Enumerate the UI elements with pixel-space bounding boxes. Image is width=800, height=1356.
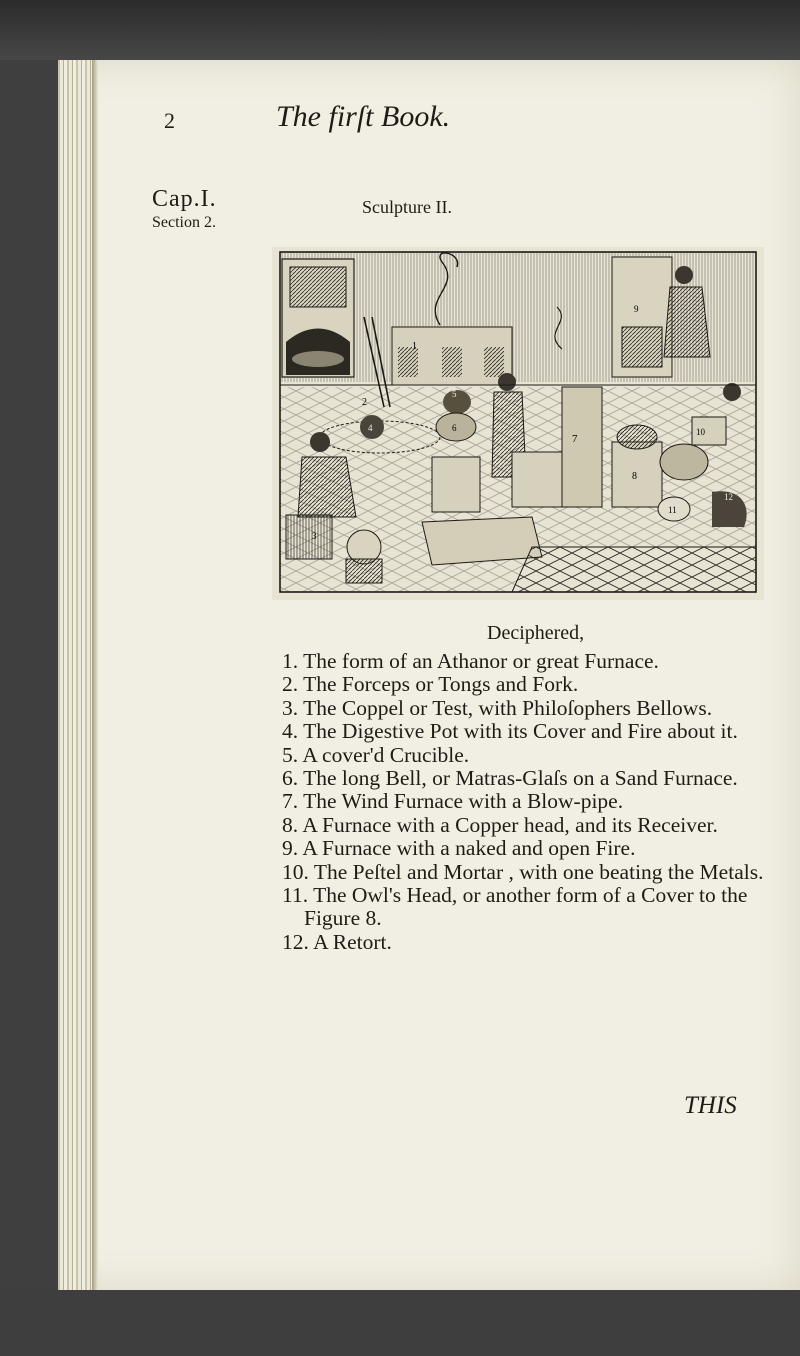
plate-number-8: 8 xyxy=(632,471,637,482)
legend-list xyxy=(282,650,772,954)
legend-item: 10. The Peſtel and Mortar , with one beating the Metals. xyxy=(282,859,764,884)
legend-item: 12. A Retort. xyxy=(282,929,392,954)
running-head: The firſt Book. xyxy=(276,100,451,133)
plate-caption: Sculpture II. xyxy=(362,197,452,217)
legend-item: 6. The long Bell, or Matras-Glaſs on a Sand Furnace. xyxy=(282,766,738,791)
legend-item: 11. The Owl's Head, or another form of a Cover to the Figure 8. xyxy=(282,883,748,931)
plate-number-12: 12 xyxy=(724,492,733,502)
legend-heading: Deciphered, xyxy=(487,622,585,644)
legend-item: 1. The form of an Athanor or great Furnace. xyxy=(282,649,659,673)
section-marker: Section 2. xyxy=(152,214,216,231)
plate-number-4: 4 xyxy=(368,423,373,433)
page-binding-edge xyxy=(58,60,92,1290)
legend-item: 9. A Furnace with a naked and open Fire. xyxy=(282,836,636,861)
plate-number-6: 6 xyxy=(452,423,457,433)
legend-item: 3. The Coppel or Test, with Philoſophers Bellows. xyxy=(282,695,713,720)
catchword: THIS xyxy=(684,1092,737,1119)
plate-number-5: 5 xyxy=(452,389,457,399)
legend-item: 2. The Forceps or Tongs and Fork. xyxy=(282,672,579,697)
scan-backdrop-bottom xyxy=(0,1290,800,1356)
engraved-plate xyxy=(272,247,764,600)
scan-backdrop xyxy=(0,0,800,60)
plate-number-3: 3 xyxy=(312,531,317,541)
plate-number-2: 2 xyxy=(362,397,367,408)
plate-number-10: 10 xyxy=(696,427,705,437)
plate-number-7: 7 xyxy=(572,433,578,445)
plate-number-11: 11 xyxy=(668,505,677,515)
legend-item: 5. A cover'd Crucible. xyxy=(282,742,470,767)
page-gutter-shadow xyxy=(92,60,98,1290)
chapter-marker: Cap.I. xyxy=(152,186,217,212)
page-number: 2 xyxy=(164,108,175,133)
plate-number-1: 1 xyxy=(412,341,417,352)
legend-item: 4. The Digestive Pot with its Cover and Fire about it. xyxy=(282,719,738,744)
legend-item: 8. A Furnace with a Copper head, and its Receiver. xyxy=(282,812,718,837)
plate-number-9: 9 xyxy=(634,304,639,314)
legend-item: 7. The Wind Furnace with a Blow-pipe. xyxy=(282,789,624,814)
